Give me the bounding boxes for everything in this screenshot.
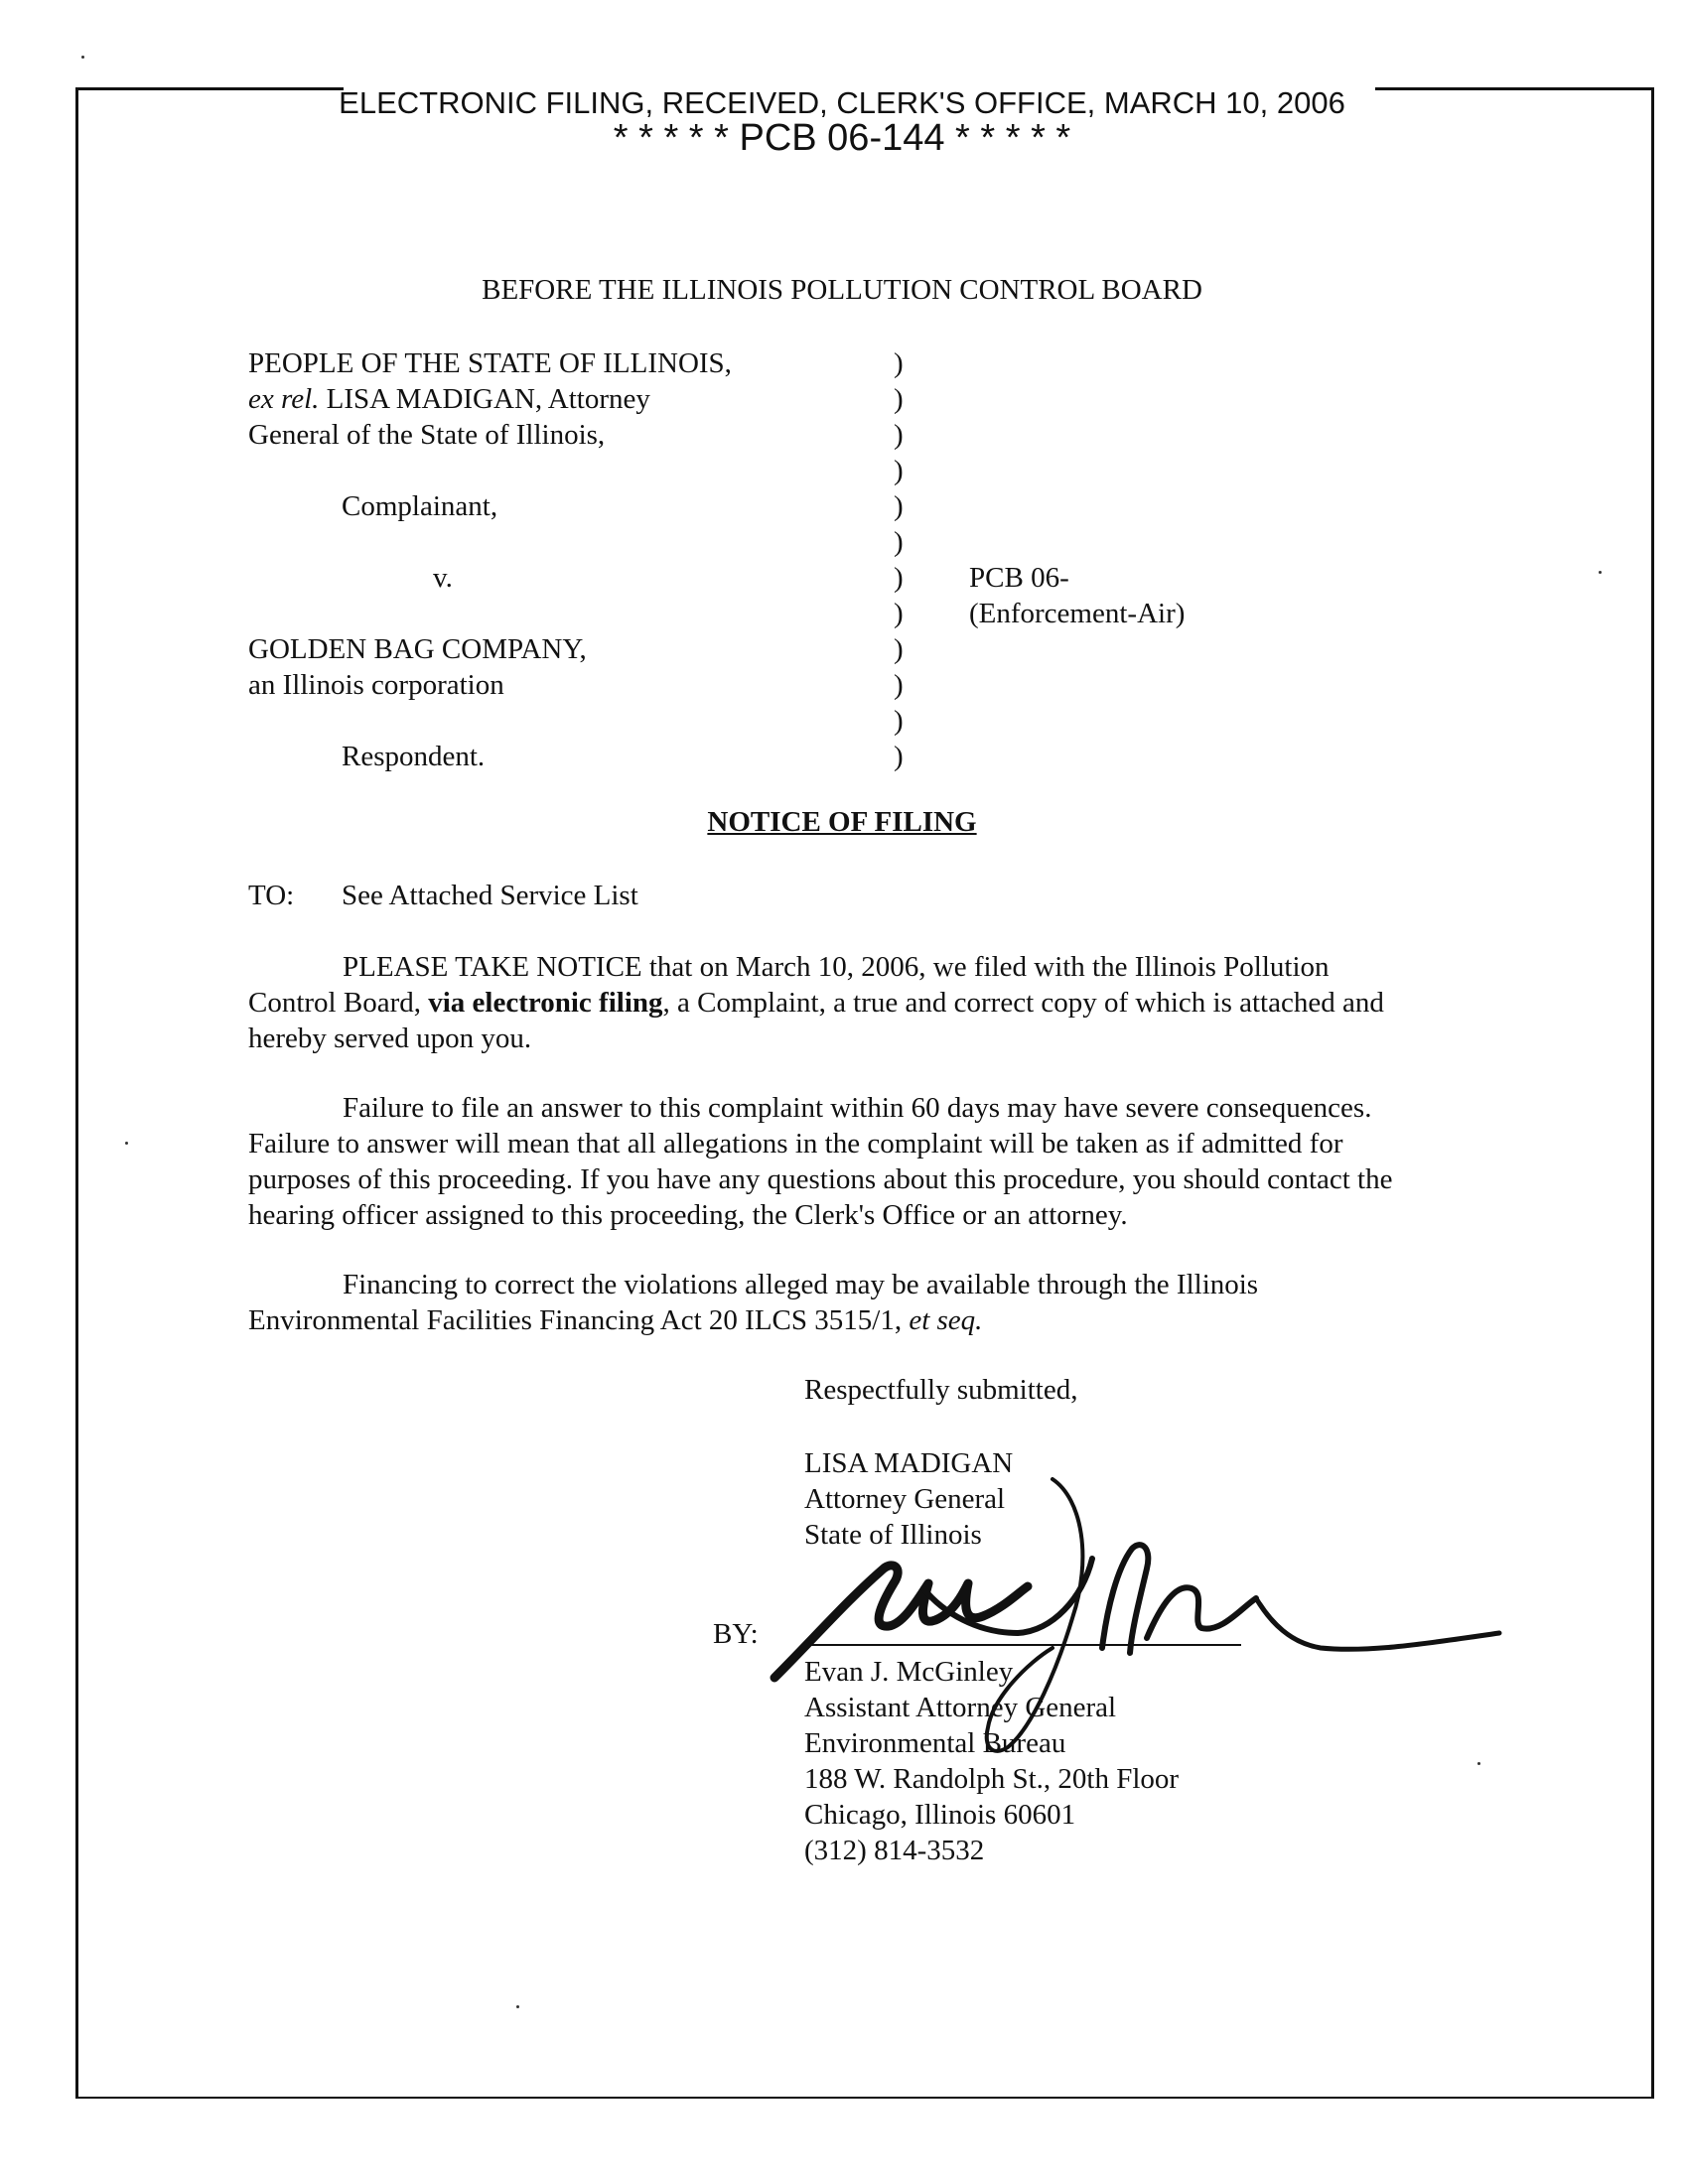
case-number: PCB 06- [969, 562, 1069, 594]
paragraph-financing [248, 1267, 1420, 1338]
complainant-role: Complainant, [342, 490, 498, 522]
complainant-line-2-rest: LISA MADIGAN, Attorney [319, 383, 650, 415]
caption-paren: ) [894, 741, 904, 772]
by-label: BY: [713, 1618, 759, 1650]
respondent-role: Respondent. [342, 741, 486, 772]
scan-speck [81, 56, 84, 59]
handwritten-signature [755, 1449, 1509, 1767]
to-label: TO: [248, 880, 295, 911]
notice-title-text: NOTICE OF FILING [707, 806, 977, 838]
ag-title: Attorney General [804, 1483, 1006, 1515]
ag-name: LISA MADIGAN [804, 1447, 1014, 1479]
ex-rel-italic: ex rel. [248, 383, 320, 415]
signer-title: Assistant Attorney General [804, 1692, 1117, 1723]
scan-speck [1599, 571, 1602, 574]
versus: v. [433, 562, 453, 594]
scan-speck [1477, 1762, 1480, 1765]
case-type: (Enforcement-Air) [969, 598, 1186, 629]
caption-paren: ) [894, 383, 904, 415]
paragraph-financing-text: Financing to correct the violations alleged may be available through the Illinois Environmental Facilities Financing Act 20 ILCS 3515/1, [248, 1269, 1259, 1336]
paragraph-failure: Failure to file an answer to this complaint within 60 days may have severe consequences. Failure to answer will mean that all allegations in the complaint will be taken as if admitted for purposes of this proceeding. If you have any questions about this procedure, you should contact the hearing officer assigned to this proceeding, the Clerk's Office or an attorney. [248, 1092, 1393, 1231]
case-number-stamp: * * * * * PCB 06-144 * * * * * [613, 117, 1071, 159]
caption-paren: ) [894, 347, 904, 379]
scan-speck [516, 2005, 519, 2008]
to-value: See Attached Service List [342, 880, 638, 911]
caption-paren: ) [894, 705, 904, 737]
scan-speck [125, 1142, 128, 1145]
complainant-line-2 [248, 383, 650, 416]
filing-stamp: ELECTRONIC FILING, RECEIVED, CLERK'S OFFICE, MARCH 10, 2006 [339, 85, 1345, 120]
caption-paren: ) [894, 526, 904, 558]
complainant-line-1: PEOPLE OF THE STATE OF ILLINOIS, [248, 347, 732, 379]
address-line-2: Chicago, Illinois 60601 [804, 1799, 1076, 1831]
caption-paren: ) [894, 598, 904, 629]
et-seq-italic: et seq. [909, 1304, 983, 1336]
address-line-1: 188 W. Randolph St., 20th Floor [804, 1763, 1180, 1795]
paragraph-notice-text-end: , a Complaint, a true and correct copy of which is attached and hereby served upon you. [248, 987, 1384, 1054]
respondent-line-1: GOLDEN BAG COMPANY, [248, 633, 587, 665]
paragraph-notice-text: PLEASE TAKE NOTICE that on March 10, 2006, we filed with the Illinois Pollution Control Board, [248, 951, 1330, 1019]
ag-state: State of Illinois [804, 1519, 982, 1551]
board-title: BEFORE THE ILLINOIS POLLUTION CONTROL BOARD [482, 274, 1202, 306]
signer-name: Evan J. McGinley [804, 1656, 1014, 1688]
signer-bureau: Environmental Bureau [804, 1727, 1066, 1759]
phone-number: (312) 814-3532 [804, 1835, 985, 1866]
caption-paren: ) [894, 455, 904, 486]
complainant-line-3: General of the State of Illinois, [248, 419, 606, 451]
electronic-filing-bold: via electronic filing [428, 987, 663, 1019]
caption-paren: ) [894, 633, 904, 665]
caption-paren: ) [894, 419, 904, 451]
caption-paren: ) [894, 669, 904, 701]
respectfully-submitted: Respectfully submitted, [804, 1374, 1078, 1406]
notice-title [0, 806, 1684, 839]
caption-paren: ) [894, 562, 904, 594]
paragraph-notice [248, 949, 1420, 1056]
respondent-line-2: an Illinois corporation [248, 669, 504, 701]
caption-paren: ) [894, 490, 904, 522]
